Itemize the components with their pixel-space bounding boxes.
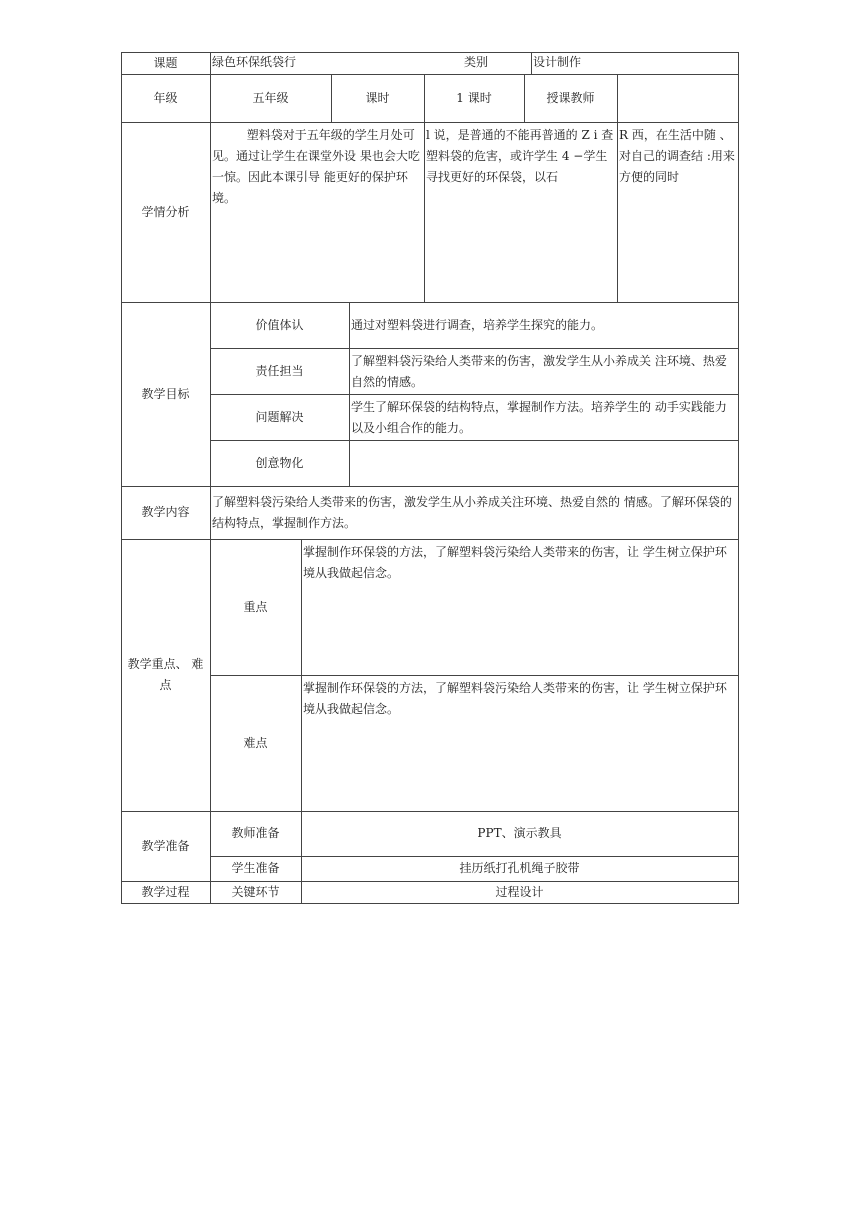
analysis-label: 学情分析 — [141, 204, 190, 219]
analysis-text-3: R 西，在生活中随 、对自己的调查结 :用来方便的同时 — [619, 128, 735, 184]
grade-label: 年级 — [153, 90, 178, 105]
goal-name: 责任担当 — [255, 363, 304, 378]
key-step-header: 关键环节 — [231, 884, 280, 899]
process-design-header: 过程设计 — [495, 884, 544, 899]
process-label: 教学过程 — [141, 884, 190, 899]
goal-text: 了解塑料袋污染给人类带来的伤害，激发学生从小养成关 注环境、热爱自然的情感。 — [351, 354, 727, 389]
category-value: 设计制作 — [533, 55, 582, 69]
grade-value: 五年级 — [252, 90, 289, 105]
content-text: 了解塑料袋污染给人类带来的伤害，激发学生从小养成关注环境、热爱自然的 情感。了解环保袋的结构特点，掌握制作方法。 — [212, 495, 732, 530]
key-point-text: 掌握制作环保袋的方法，了解塑料袋污染给人类带来的伤害，让 学生树立保护环境从我做起信念。 — [303, 545, 727, 580]
analysis-text-1: 塑料袋对于五年级的学生月处可见。通过让学生在课堂外设 果也会大吃一惊。因此本课引导 能更好的保护环境。 — [212, 128, 420, 205]
goal-text — [349, 440, 738, 486]
prep-label: 教学准备 — [141, 838, 190, 853]
hours-value: 1 课时 — [456, 90, 492, 105]
category-label: 类别 — [464, 55, 489, 69]
difficult-point-text: 掌握制作环保袋的方法，了解塑料袋污染给人类带来的伤害，让 学生树立保护环境从我做起信念。 — [303, 681, 727, 716]
border — [121, 903, 739, 904]
goal-name: 问题解决 — [255, 409, 304, 424]
goal-text: 通过对塑料袋进行调查，培养学生探究的能力。 — [351, 317, 604, 332]
student-prep-value: 挂历纸打孔机绳子胶带 — [459, 861, 580, 875]
topic-value: 绿色环保纸袋行 — [212, 55, 297, 69]
goal-name: 创意物化 — [255, 455, 304, 470]
teacher-prep-value: PPT、演示教具 — [477, 826, 562, 840]
goals-label: 教学目标 — [141, 386, 190, 401]
content-label: 教学内容 — [141, 505, 190, 519]
border — [738, 52, 739, 904]
teacher-value — [617, 74, 738, 122]
goal-text: 学生了解环保袋的结构特点，掌握制作方法。培养学生的 动手实践能力以及小组合作的能力。 — [351, 400, 727, 435]
lesson-plan-table — [121, 52, 739, 904]
keypoints-label: 教学重点、 难点 — [127, 657, 204, 692]
goal-name: 价值体认 — [255, 317, 304, 332]
hours-label: 课时 — [365, 90, 390, 105]
teacher-label: 授课教师 — [546, 90, 595, 105]
teacher-prep-label: 教师准备 — [231, 826, 280, 840]
key-point-label: 重点 — [243, 599, 268, 614]
topic-label: 课题 — [153, 55, 178, 70]
student-prep-label: 学生准备 — [231, 861, 280, 875]
difficult-point-label: 难点 — [243, 735, 268, 750]
analysis-text-2: l 说，是普通的不能再普通的 Z i 查塑料袋的危害，或许学生 4 −学生寻找更好的环保袋，以石 — [426, 128, 614, 184]
